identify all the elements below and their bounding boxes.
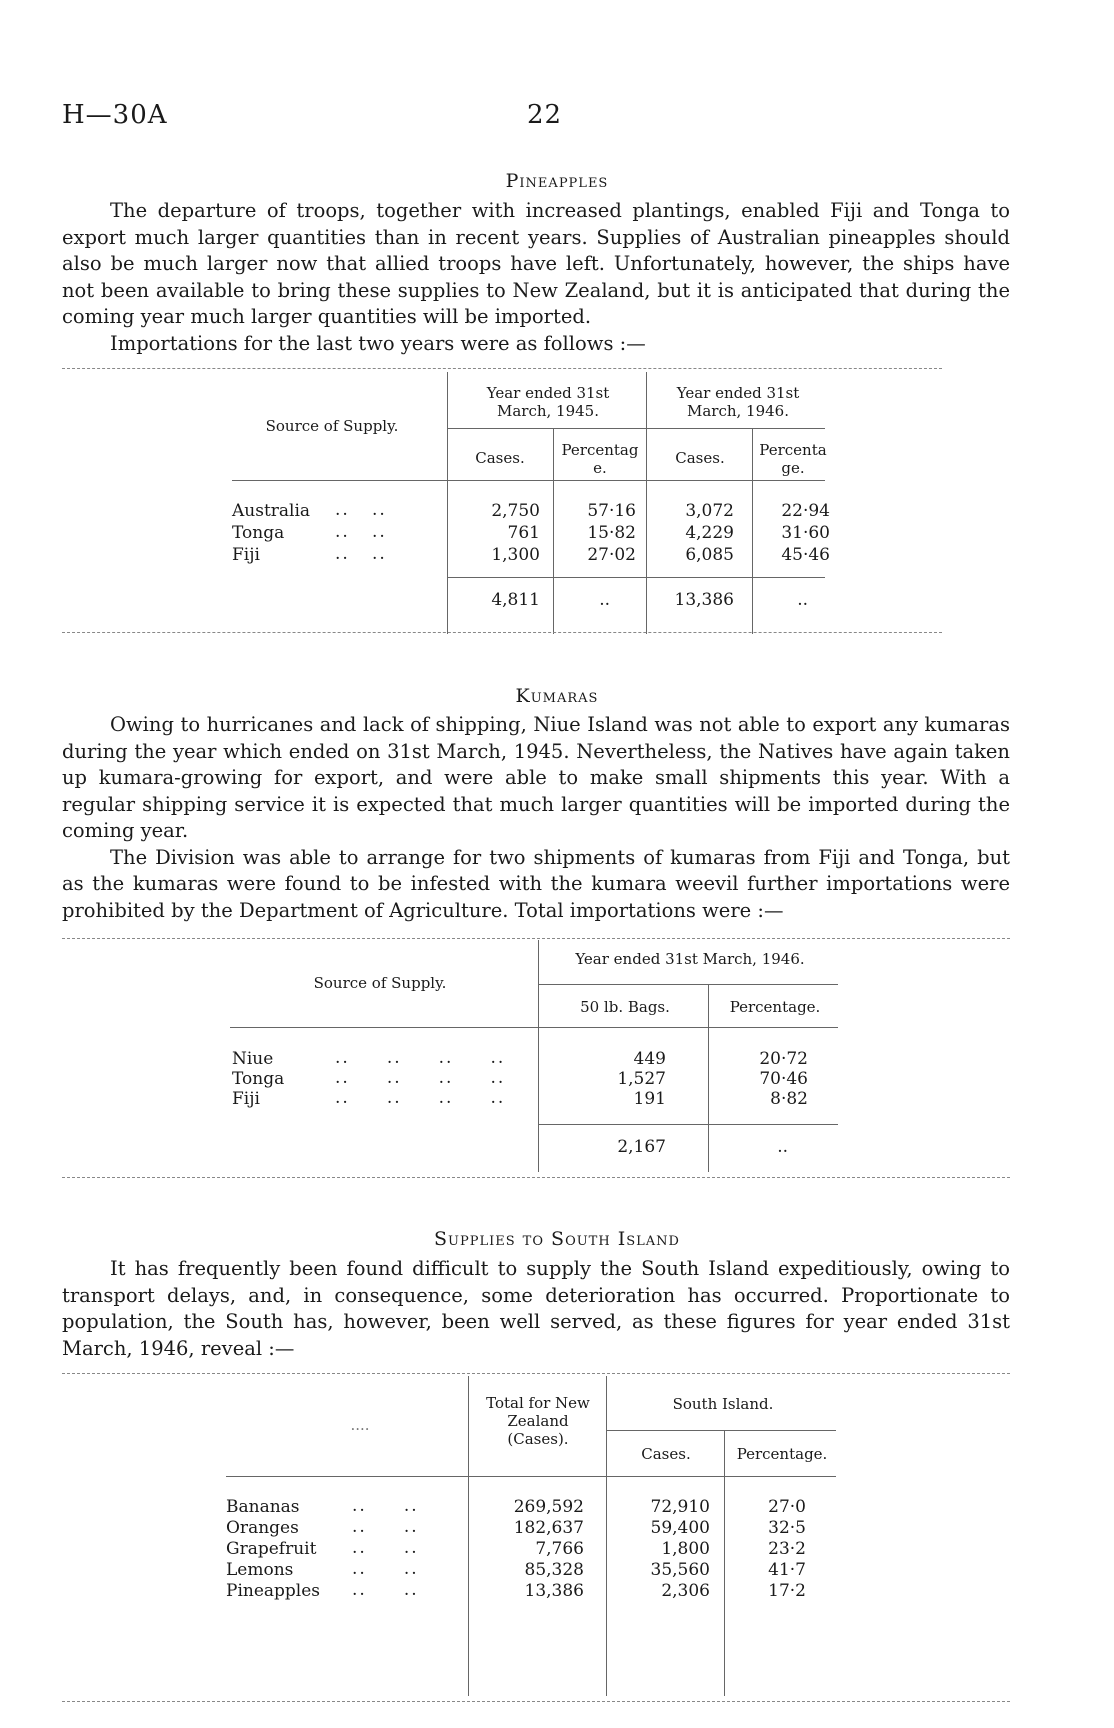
total-bags: 2,167 — [617, 1137, 666, 1157]
table-column-rule — [468, 1376, 469, 1696]
kumaras-paragraph-1: Owing to hurricanes and lack of shipping, Niue Island was not able to export any kumaras during the year which ended on 31st March, 1945. Nevertheless, the Natives have again taken up kumara-growing for export, and were able to make small shipments this year. With a regular shipping service it is expected that much larger quantities will be imported during the coming year. — [62, 713, 1010, 842]
row-item: Lemons — [226, 1560, 294, 1580]
cases-1945-header: Cases. — [475, 449, 525, 467]
table-header-rule — [230, 1027, 838, 1028]
document-page: H—30A 22 Pineapples The departure of troops, together with increased plantings, enabled Fiji and Tonga to export much larger quantities than in recent years. Supplies of Australian pineapples should also be much larger now that allied troops have left. Unfortunately, however, the ships have not been available to bring these supplies to New Zealand, but it is anticipated that during the coming year much larger quantities will be imported. Importations for the last two years were as follows :— Source of Supply. Year ended 31st March, 1945. Year ended 31st March, 1946. Cases. Percentage. Cases. Percentage. Australia .. .. 2,750 57·16 3,072 22·94 Tonga .. .. 761 15·82 4,229 31·60 Fiji .. .. 1,300 27·02 6,085 45·46 4,811 .. 13,386 .. Kumaras Owing to hurricanes and lack of shipping, Niue Island was not able to export any kumaras during the year which ended on 31st March, 1945. Nevertheless, the Natives have again taken up kumara-growing for export, and were able to make small shipments this year. With a regular shipping service it is expected that much larger quantities will be imported during the coming year. The Division was able to arrange for two shipments of kumaras from Fiji and Tonga, but as the kumaras were found to be infested with the kumara weevil further importations were prohibited by the Department of Agriculture. Total importations were :— Source of Supply. Year ended 31st March, 1946. 50 lb. Bags. Percentage. Niue .. .. .. .. 449 20·72 Tonga .. .. .. .. 1,527 70·46 Fiji .. .. .. .. 191 8·82 2,167 .. Supplies to South Island It has frequently been found difficult to supply the South Island expeditiously, owing to transport delays, and, in consequence, some deterioration has occurred. Proportionate to population, the South has, however, been well served, as these figures for year ended 31st March, 1946, reveal :— .... Total for New Zealand (Cases). South Island. Cases. Percentage. Bananas .. .. 269,592 72,910 27·0 Oranges .. .. 182,637 59,400 32·5 Grapefruit .. .. 7,766 1,800 23·2 Lemons .. .. 85,328 35,560 41·7 Pineapples .. .. 13,386 2,306 17·2 — [0, 0, 1114, 1728]
south-cases: 72,910 — [650, 1497, 710, 1517]
cases-1945: 1,300 — [491, 545, 540, 565]
table-column-rule — [447, 372, 448, 634]
pct: 8·82 — [770, 1089, 808, 1109]
table-column-rule — [708, 984, 709, 1172]
blank-header: .... — [350, 1416, 370, 1434]
row-source: Tonga — [232, 523, 285, 543]
cases-1946: 3,072 — [685, 501, 734, 521]
pct-header: Percentage. — [729, 998, 821, 1016]
south-pct: 32·5 — [768, 1518, 806, 1538]
south-island-heading: Supplies to South Island — [434, 1228, 680, 1250]
year-1946-header: Year ended 31st March, 1946. — [676, 384, 800, 420]
pct-1945: 15·82 — [587, 523, 636, 543]
table-total-rule — [447, 577, 825, 578]
pct-1945: 57·16 — [587, 501, 636, 521]
pct: 20·72 — [759, 1049, 808, 1069]
pineapples-paragraph-2: Importations for the last two years were as follows :— — [110, 331, 646, 355]
total-pct: .. — [777, 1137, 788, 1157]
page-number: 22 — [527, 100, 563, 130]
south-cases: 1,800 — [661, 1539, 710, 1559]
bags: 191 — [633, 1089, 666, 1109]
pct-1946: 22·94 — [781, 501, 830, 521]
table-subheader-rule — [538, 984, 838, 985]
total-nz: 85,328 — [524, 1560, 584, 1580]
table-column-rule — [606, 1376, 607, 1696]
row-source: Tonga — [232, 1069, 285, 1089]
table-column-rule — [553, 428, 554, 634]
south-pct: 23·2 — [768, 1539, 806, 1559]
bags-header: 50 lb. Bags. — [580, 998, 670, 1016]
table-column-rule — [646, 372, 647, 634]
pct-header: Percentage. — [736, 1445, 828, 1463]
table-bottom-rule — [62, 632, 942, 633]
table-bottom-rule — [62, 1177, 1010, 1178]
south-pct: 41·7 — [768, 1560, 806, 1580]
kumaras-heading: Kumaras — [515, 685, 599, 707]
row-source: Niue — [232, 1049, 274, 1069]
pineapples-heading: Pineapples — [505, 170, 609, 192]
south-island-text — [62, 1256, 1010, 1362]
pct-1945-header: Percentage. — [561, 441, 639, 477]
cases-1946-header: Cases. — [675, 449, 725, 467]
year-1946-header: Year ended 31st March, 1946. — [575, 950, 805, 968]
pct-1946: 45·46 — [781, 545, 830, 565]
year-1945-header: Year ended 31st March, 1945. — [486, 384, 610, 420]
pct: 70·46 — [759, 1069, 808, 1089]
table-total-rule — [538, 1124, 838, 1125]
row-source: Fiji — [232, 545, 260, 565]
south-island-paragraph-1: It has frequently been found difficult to supply the South Island expeditiously, owing to transport delays, and, in consequence, some deterioration has occurred. Proportionate to population, the South has, however, been well served, as these figures for year ended 31st March, 1946, reveal :— — [62, 1257, 1010, 1360]
total-pct-1946: .. — [797, 590, 808, 610]
row-item: Pineapples — [226, 1581, 321, 1601]
south-island-header: South Island. — [672, 1395, 774, 1413]
total-nz: 13,386 — [524, 1581, 584, 1601]
row-item: Grapefruit — [226, 1539, 317, 1559]
row-item: Bananas — [226, 1497, 300, 1517]
pct-1946-header: Percentage. — [759, 441, 827, 477]
total-nz-header: Total for New Zealand (Cases). — [486, 1394, 590, 1448]
table-top-rule — [62, 368, 942, 369]
source-of-supply-header: Source of Supply. — [313, 974, 447, 992]
document-code: H—30A — [62, 100, 168, 130]
total-nz: 269,592 — [513, 1497, 584, 1517]
pct-1946: 31·60 — [781, 523, 830, 543]
south-pct: 17·2 — [768, 1581, 806, 1601]
cases-1946: 6,085 — [685, 545, 734, 565]
table-column-rule — [724, 1430, 725, 1696]
kumaras-paragraph-2: The Division was able to arrange for two shipments of kumaras from Fiji and Tonga, but as the kumaras were found to be infested with the kumara weevil further importations were prohibited by the Department of Agriculture. Total importations were :— — [62, 845, 1010, 922]
total-pct-1945: .. — [599, 590, 610, 610]
source-of-supply-header: Source of Supply. — [265, 417, 399, 435]
kumaras-text — [62, 712, 1010, 924]
cases-1945: 2,750 — [491, 501, 540, 521]
table-top-rule — [62, 1373, 1010, 1374]
total-cases-1945: 4,811 — [491, 590, 540, 610]
south-cases: 2,306 — [661, 1581, 710, 1601]
table-header-rule — [226, 1476, 836, 1477]
cases-header: Cases. — [641, 1445, 691, 1463]
row-source: Australia — [232, 501, 311, 521]
table-column-rule — [538, 940, 539, 1172]
table-subheader-rule — [606, 1430, 836, 1431]
pineapples-paragraph-1: The departure of troops, together with increased plantings, enabled Fiji and Tonga to export much larger quantities than in recent years. Supplies of Australian pineapples should also be much larger now that allied troops have left. Unfortunately, however, the ships have not been available to bring these supplies to New Zealand, but it is anticipated that during the coming year much larger quantities will be imported. — [62, 199, 1010, 328]
table-subheader-rule — [447, 428, 825, 429]
cases-1946: 4,229 — [685, 523, 734, 543]
bags: 449 — [633, 1049, 666, 1069]
south-pct: 27·0 — [768, 1497, 806, 1517]
south-cases: 59,400 — [650, 1518, 710, 1538]
table-header-rule — [232, 480, 825, 481]
total-nz: 7,766 — [535, 1539, 584, 1559]
row-item: Oranges — [226, 1518, 299, 1538]
table-bottom-rule — [62, 1701, 1010, 1702]
pineapples-text — [62, 198, 1010, 357]
bags: 1,527 — [617, 1069, 666, 1089]
total-cases-1946: 13,386 — [674, 590, 734, 610]
south-cases: 35,560 — [650, 1560, 710, 1580]
cases-1945: 761 — [507, 523, 540, 543]
table-top-rule — [62, 938, 1010, 939]
total-nz: 182,637 — [513, 1518, 584, 1538]
pct-1945: 27·02 — [587, 545, 636, 565]
table-column-rule — [752, 428, 753, 634]
row-source: Fiji — [232, 1089, 260, 1109]
